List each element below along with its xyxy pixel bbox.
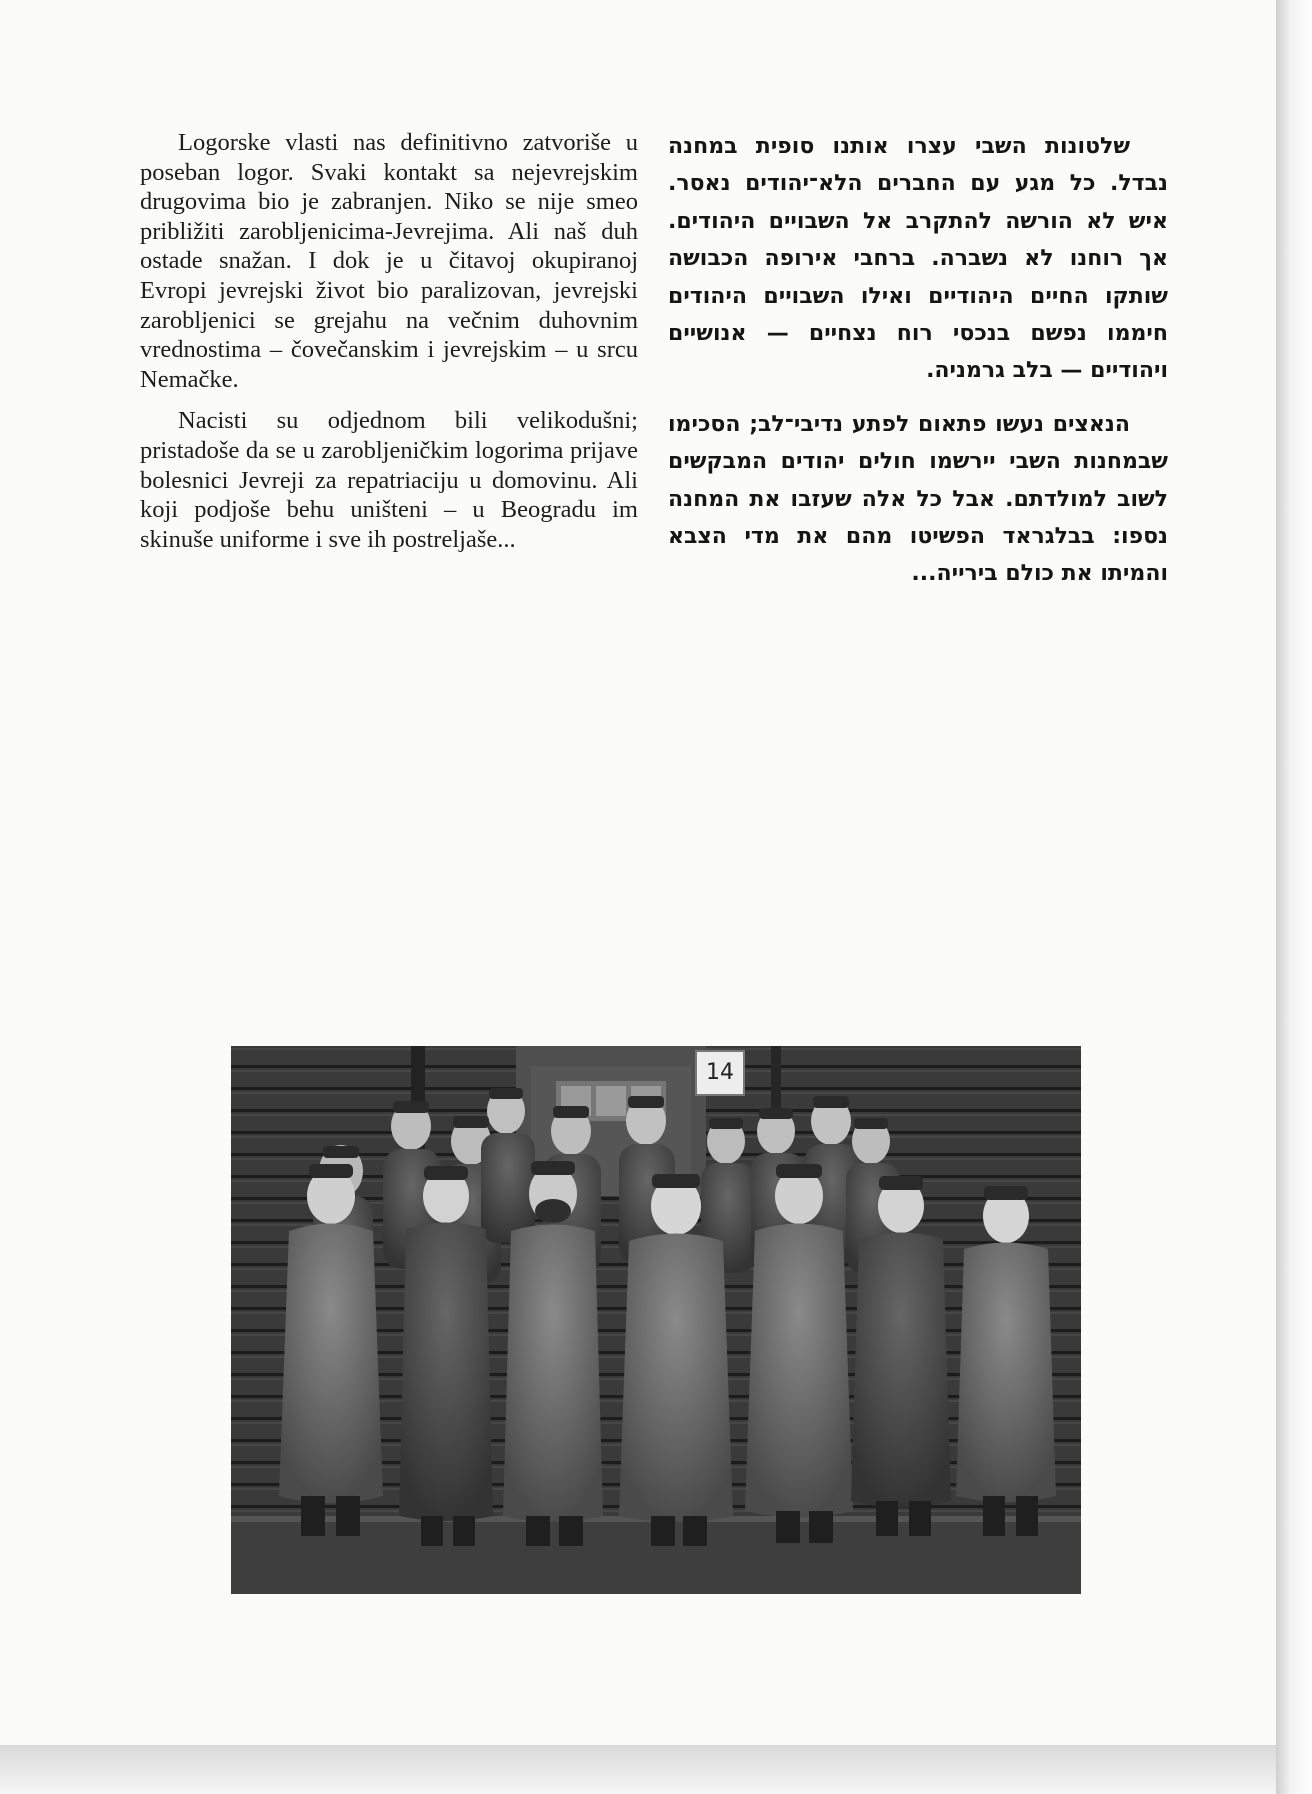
hebrew-text-column [668,128,1168,609]
serbian-text-column [140,128,638,566]
barrack-number-plate: 14 [706,1060,734,1085]
hebrew-paragraph-1: שלטונות השבי עצרו אותנו סופית במחנה נבדל. כל מגע עם החברים הלא־יהודים נאסר. איש לא הורשה להתקרב אל השבויים היהודים. אך רוחנו לא נשברה. ברחבי אירופה הכבושה שותקו החיים היהודיים ואילו השבויים היהודים חיממו נפשם בנכסי רוח נצחיים — אנושיים ויהודיים — בלב גרמניה. [668,134,1168,384]
serbian-paragraph-2: Nacisti su odjednom bili velikodušni; pristadoše da se u zarobljeničkim logorima prijave bolesnici Jevreji za repatriaciju u domovinu. Ali koji podjoše behu uništeni – u Beogradu im skinuše uniforme i sve ih postreljaše... [140,407,638,553]
hebrew-paragraph-2: הנאצים נעשו פתאום לפתע נדיבי־לב; הסכימו שבמחנות השבי יירשמו חולים יהודים המבקשים לשוב למולדתם. אבל כל אלה שעזבו את המחנה נספו: בבלגראד הפשיטו מהם את מדי הצבא והמיתו את כולם בירייה... [668,411,1168,587]
page-right-edge [1276,0,1312,1794]
serbian-paragraph-1: Logorske vlasti nas definitivno zatvoriše u poseban logor. Svaki kontakt sa nejevrejskim drugovima bio je zabranjen. Niko se nije smeo približiti zarobljenicima-Jevrejima. Ali naš duh ostade snažan. I dok je u čitavoj okupiranoj Evropi jevrejski život bio paralizovan, jevrejski zarobljenici se grejahu na večnim duhovnim vrednostima – čovečanskim i jevrejskim – u srcu Nemačke. [140,129,638,393]
group-photo-image [231,1046,1081,1594]
group-photo [231,1046,1081,1594]
page-bottom-edge [0,1745,1276,1794]
